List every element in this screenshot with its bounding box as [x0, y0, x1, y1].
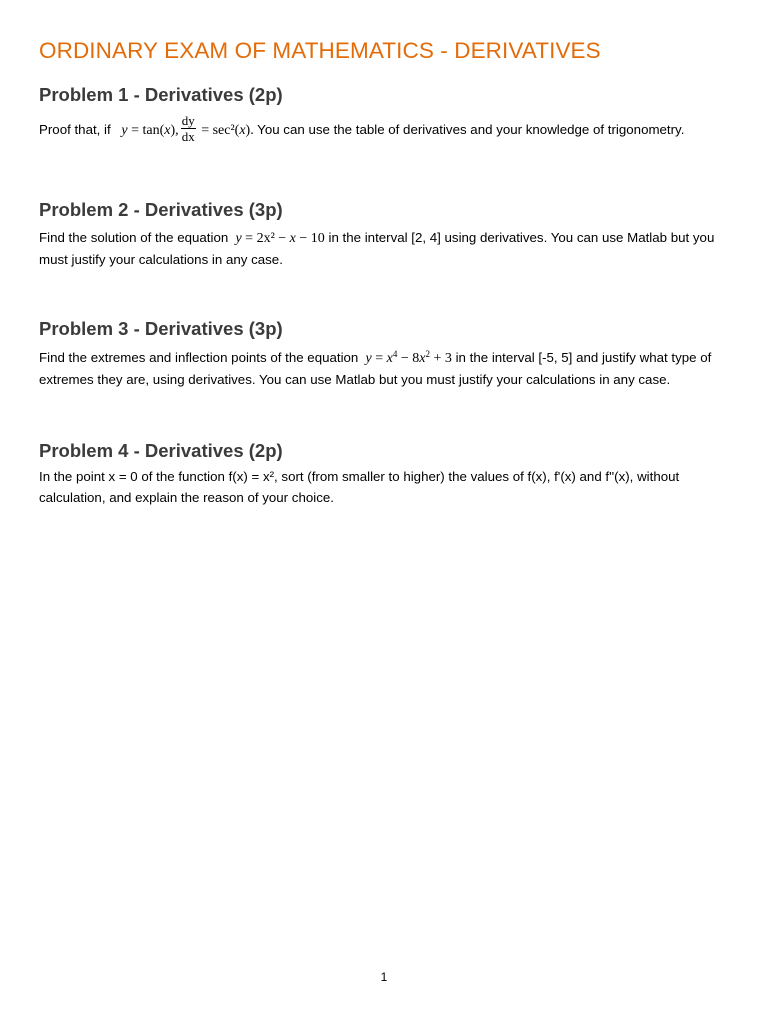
math-eq2: = sec²( [197, 123, 240, 139]
problem-2-math: y = 2x² − x − 10 [235, 231, 325, 246]
problem-2-heading: Problem 2 - Derivatives (3p) [39, 199, 283, 220]
problem-1-heading: Problem 1 - Derivatives (2p) [39, 84, 283, 105]
problem-3-heading: Problem 3 - Derivatives (3p) [39, 318, 283, 339]
math-x2: x [239, 123, 246, 139]
fraction-numerator: dy [181, 113, 195, 128]
math-eq1: = tan( [127, 123, 165, 139]
math-close2: ). [245, 123, 254, 139]
derivative-fraction [181, 114, 196, 143]
problem-1-text-after: You can use the table of derivatives and your knowledge of trigonometry. [253, 122, 685, 138]
math-x: x [289, 231, 296, 246]
problem-1-text [39, 113, 729, 145]
problem-1-math-2 [198, 123, 254, 138]
problem-3-text-before: Find the extremes and inflection points of the equation [39, 350, 359, 365]
math-x1: x [164, 123, 171, 139]
exam-title: ORDINARY EXAM OF MATHEMATICS - DERIVATIVES [39, 38, 601, 63]
page-number: 1 [380, 970, 388, 984]
fraction-denominator: dx [181, 129, 195, 144]
problem-4-text: In the point x = 0 of the function f(x) = x², sort (from smaller to higher) the values of f(x), f'(x) and f''(x), without calculation, and explain the reason of your choice. [39, 469, 680, 505]
problem-2-text [39, 227, 729, 270]
problem-2-text-before: Find the solution of the equation [39, 230, 229, 245]
math-y: y [121, 123, 128, 139]
problem-1-math [114, 123, 178, 138]
problem-4-heading: Problem 4 - Derivatives (2p) [39, 440, 283, 461]
problem-1-text-before: Proof that, if [39, 122, 111, 138]
math-y: y [235, 231, 242, 246]
problem-3-text-after: in the interval [-5, 5] and justify what type of extremes they are, using derivatives. You can use Matlab but you must justify your calculations in any case. [39, 350, 712, 387]
problem-3-math: $y = x^4 - 8x^2 + 3$ [365, 349, 452, 366]
problem-2-text-after: in the interval [2, 4] using derivatives. You can use Matlab but you must justify your calculations in any case. [39, 230, 715, 267]
problem-3-text [39, 347, 729, 390]
math-close1: ), [170, 123, 179, 139]
